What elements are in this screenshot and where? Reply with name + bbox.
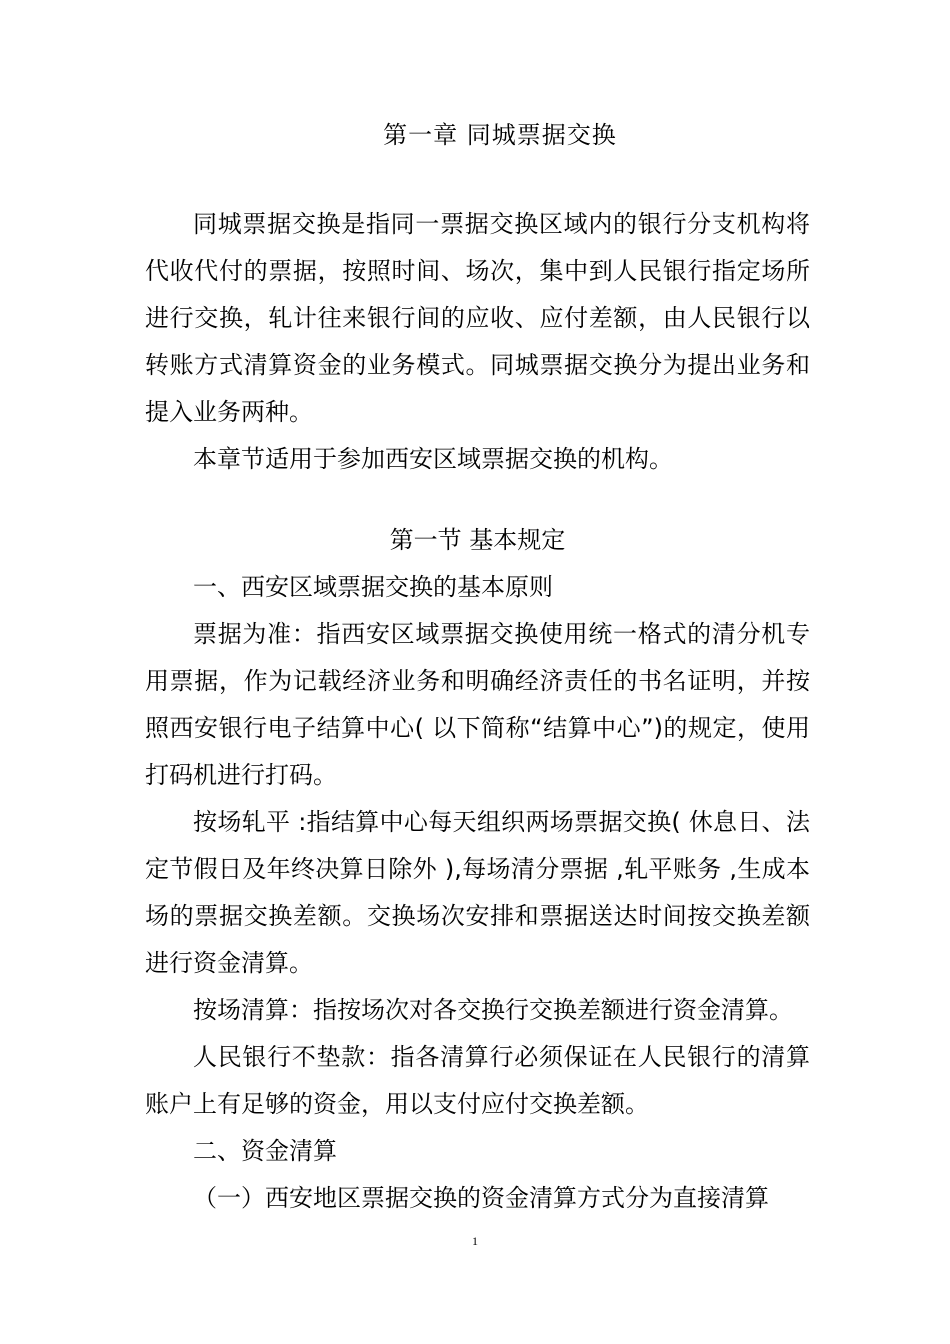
paragraph-clearing-method: （一）西安地区票据交换的资金清算方式分为直接清算: [193, 1184, 769, 1212]
heading-fund-clearing: 二、资金清算: [193, 1137, 337, 1165]
paragraph-principle-clearing: 按场清算：指按场次对各交换行交换差额进行资金清算。: [193, 996, 793, 1024]
paragraph-scope: 本章节适用于参加西安区域票据交换的机构。: [193, 445, 673, 473]
heading-basic-principles: 一、西安区域票据交换的基本原则: [193, 573, 553, 601]
chapter-title: 第一章 同城票据交换: [383, 121, 617, 149]
paragraph-definition: 同城票据交换是指同一票据交换区域内的银行分支机构将代收代付的票据，按照时间、场次，集中到人民银行指定场所进行交换，轧计往来银行间的应收、应付差额，由人民银行以转账方式清算资金的业务模式。同城票据交换分为提出业务和提入业务两种。: [145, 210, 810, 426]
paragraph-principle-balance: 按场轧平 :指结算中心每天组织两场票据交换( 休息日、法定节假日及年终决算日除外 ),每场清分票据 ,轧平账务 ,生成本场的票据交换差额。交换场次安排和票据送达时间按交换差额进行资金清算。: [145, 808, 810, 977]
paragraph-principle-bills: 票据为准：指西安区域票据交换使用统一格式的清分机专用票据，作为记载经济业务和明确经济责任的书名证明，并按照西安银行电子结算中心( 以下简称“结算中心”)的规定，使用打码机进行打码。: [145, 620, 810, 789]
paragraph-principle-no-advance: 人民银行不垫款：指各清算行必须保证在人民银行的清算账户上有足够的资金，用以支付应付交换差额。: [145, 1043, 810, 1118]
document-body: [145, 201, 810, 1222]
page-number: 1: [472, 1234, 478, 1248]
section-title: 第一节 基本规定: [389, 526, 566, 554]
